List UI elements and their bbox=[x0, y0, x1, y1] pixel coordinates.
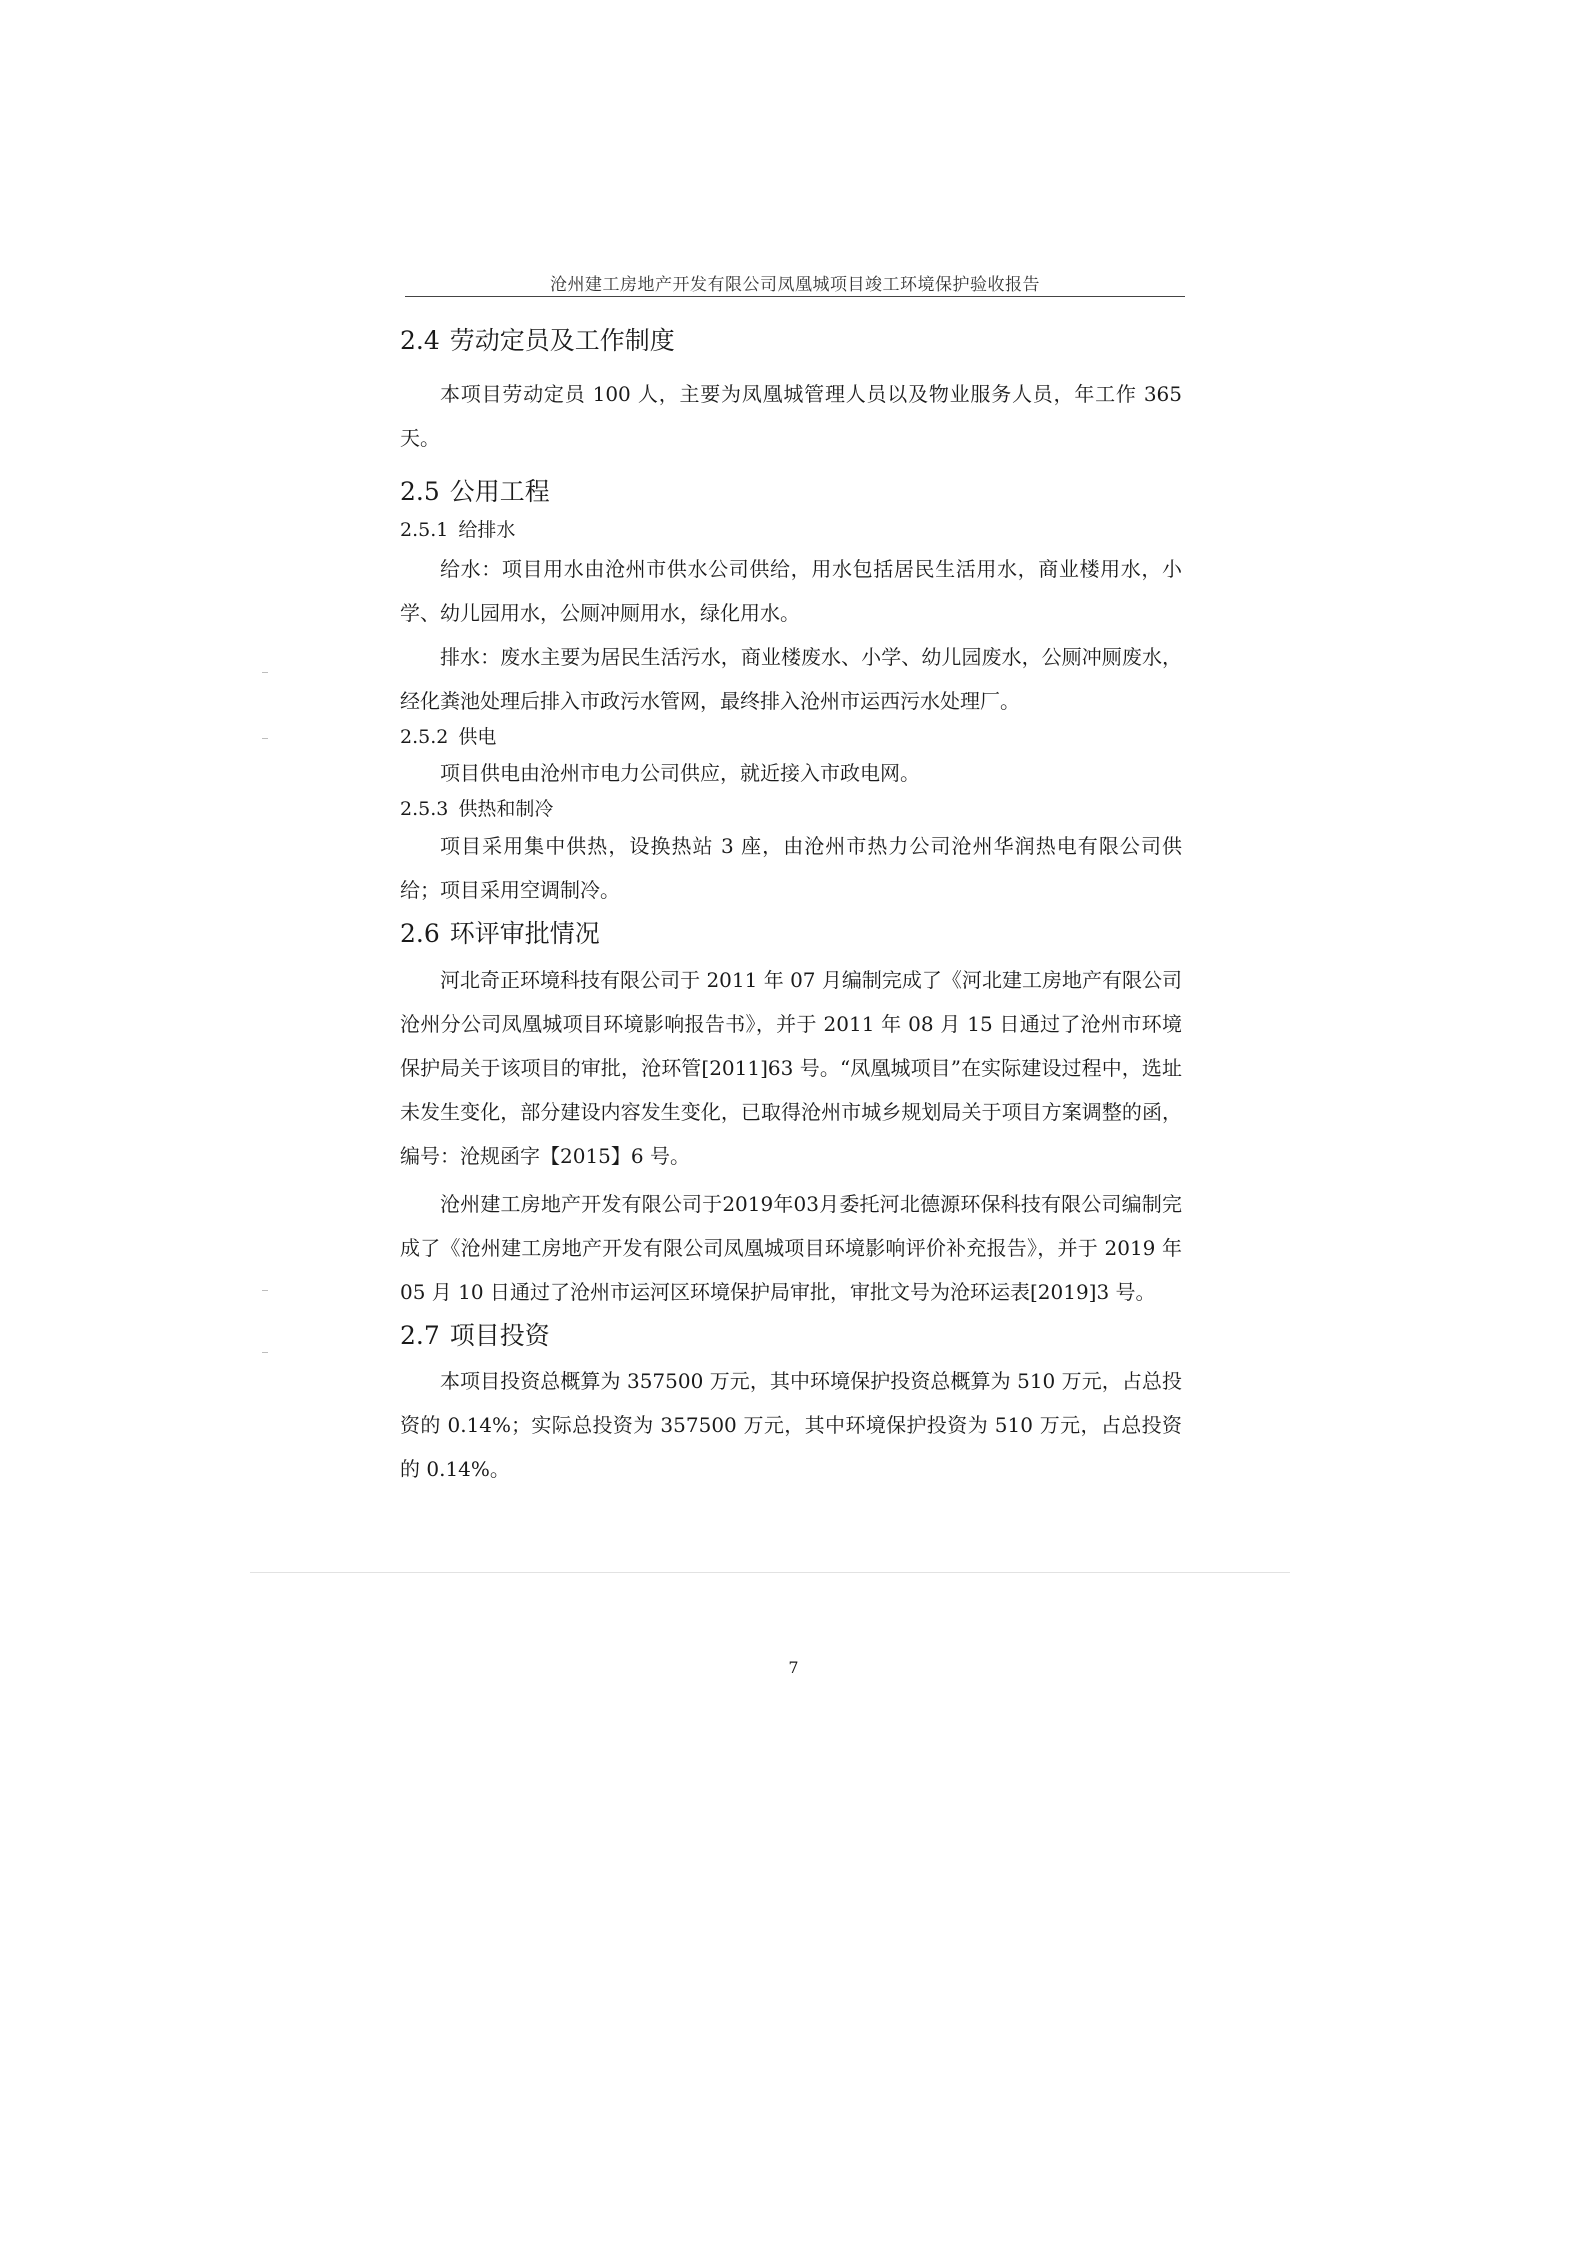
section-2-4 bbox=[400, 325, 1182, 460]
header-rule bbox=[405, 296, 1185, 297]
section-number: 2.7 bbox=[400, 1321, 440, 1350]
subsection-title: 供电 bbox=[458, 725, 497, 748]
page-content bbox=[400, 325, 1182, 1491]
section-number: 2.5 bbox=[400, 476, 440, 506]
section-title: 劳动定员及工作制度 bbox=[449, 326, 675, 355]
section-title: 环评审批情况 bbox=[449, 918, 600, 948]
running-header: 沧州建工房地产开发有限公司凤凰城项目竣工环境保护验收报告 bbox=[550, 275, 1040, 295]
paragraph: 本项目劳动定员 100 人，主要为凤凰城管理人员以及物业服务人员，年工作 365 天。 bbox=[400, 381, 1182, 450]
subsection-number: 2.5.1 bbox=[400, 519, 449, 541]
section-heading bbox=[400, 476, 1182, 509]
scan-mark bbox=[262, 1290, 268, 1291]
section-number: 2.6 bbox=[400, 918, 440, 948]
subsection-heading bbox=[400, 723, 1182, 752]
page-number: 7 bbox=[788, 1658, 799, 1677]
subsection-number: 2.5.2 bbox=[400, 725, 449, 748]
subsection-title: 给排水 bbox=[458, 519, 516, 541]
section-heading bbox=[400, 918, 1182, 951]
paragraph: 给水：项目用水由沧州市供水公司供给，用水包括居民生活用水，商业楼用水，小学、幼儿园用水，公厕冲厕用水，绿化用水。 bbox=[400, 556, 1182, 625]
scan-mark bbox=[250, 1572, 1290, 1573]
section-number: 2.4 bbox=[400, 326, 440, 355]
paragraph: 河北奇正环境科技有限公司于 2011 年 07 月编制完成了《河北建工房地产有限公司沧州分公司凤凰城项目环境影响报告书》，并于 2011 年 08 月 15 日通过了沧州市环境保护局关于该项目的审批，沧环管[2011]63 号。“凤凰城项目”在实际建设过程中，选址未发生变化，部分建设内容发生变化，已取得沧州市城乡规划局关于项目方案调整的函，编号：沧规函字【2015】6 号。 bbox=[400, 968, 1182, 1168]
subsection-number: 2.5.3 bbox=[400, 798, 449, 820]
section-2-7 bbox=[400, 1320, 1182, 1491]
section-heading bbox=[400, 1320, 1182, 1353]
paragraph: 项目采用集中供热，设换热站 3 座，由沧州市热力公司沧州华润热电有限公司供给；项目采用空调制冷。 bbox=[400, 833, 1182, 902]
subsection-heading bbox=[400, 795, 1182, 824]
paragraph: 项目供电由沧州市电力公司供应，就近接入市政电网。 bbox=[440, 761, 920, 785]
paragraph: 沧州建工房地产开发有限公司于2019年03月委托河北德源环保科技有限公司编制完成了《沧州建工房地产开发有限公司凤凰城项目环境影响评价补充报告》，并于 2019 年 05 月 10 日通过了沧州市运河区环境保护局审批，审批文号为沧环运表[2019]3 号。 bbox=[400, 1192, 1182, 1304]
paragraph: 本项目投资总概算为 357500 万元，其中环境保护投资总概算为 510 万元，占总投资的 0.14%；实际总投资为 357500 万元，其中环境保护投资为 510 万元，占总投资的 0.14%。 bbox=[400, 1368, 1182, 1481]
section-2-6 bbox=[400, 918, 1182, 1315]
scan-mark bbox=[262, 672, 268, 673]
section-heading bbox=[400, 325, 1182, 358]
section-title: 公用工程 bbox=[449, 476, 550, 506]
scan-mark bbox=[262, 738, 268, 739]
section-title: 项目投资 bbox=[449, 1321, 550, 1350]
subsection-title: 供热和制冷 bbox=[458, 798, 554, 820]
paragraph: 排水：废水主要为居民生活污水，商业楼废水、小学、幼儿园废水，公厕冲厕废水，经化粪池处理后排入市政污水管网，最终排入沧州市运西污水处理厂。 bbox=[400, 644, 1182, 713]
subsection-heading bbox=[400, 516, 1182, 545]
section-2-5 bbox=[400, 476, 1182, 912]
scan-mark bbox=[262, 1352, 268, 1353]
